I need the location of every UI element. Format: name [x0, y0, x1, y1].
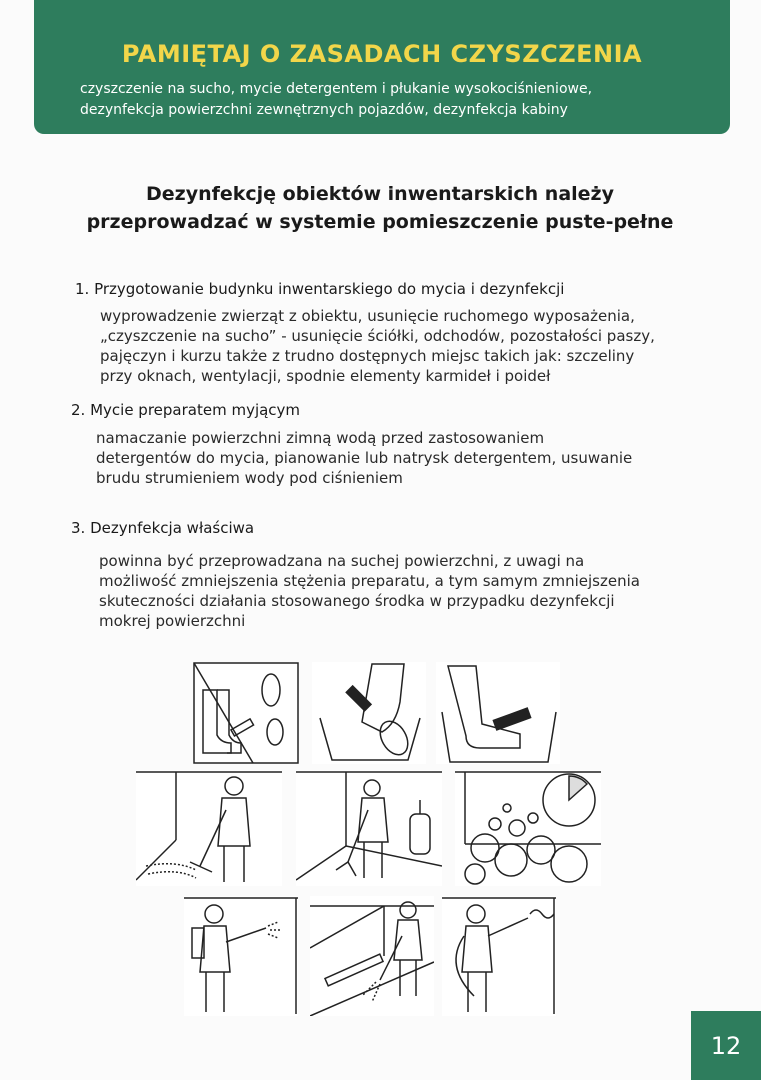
banner-subtitle — [80, 79, 700, 121]
step-2-body — [96, 428, 690, 488]
step-3-title: 3. Dezynfekcja właściwa — [71, 519, 255, 537]
section-heading — [40, 180, 720, 236]
step-2-title: 2. Mycie preparatem myjącym — [71, 401, 301, 419]
banner-title: PAMIĘTAJ O ZASADACH CZYSZCZENIA — [121, 40, 643, 68]
step-line: pajęczyn i kurzu także z trudno dostępnych miejsc takich jak: szczeliny — [100, 347, 635, 365]
step-line: wyprowadzenie zwierząt z obiektu, usunięcie ruchomego wyposażenia, — [100, 307, 635, 325]
boot-scrub-tub-icon — [312, 662, 426, 764]
pressure-washing-icon — [310, 896, 434, 1016]
boots-brush-icon — [193, 662, 299, 764]
boot-rinse-tub-icon — [436, 662, 560, 764]
step-line: powinna być przeprowadzana na suchej powierzchni, z uwagi na — [99, 552, 585, 570]
step-line: detergentów do mycia, pianowanie lub natrysk detergentem, usuwanie — [96, 449, 633, 467]
step-line: mokrej powierzchni — [99, 612, 246, 630]
heading-line: Dezynfekcję obiektów inwentarskich należy — [145, 183, 614, 205]
floor-sweeping-sprayer-icon — [296, 770, 442, 886]
floor-scraping-icon — [136, 770, 282, 886]
step-3-body — [99, 551, 697, 631]
step-line: namaczanie powierzchni zimną wodą przed zastosowaniem — [96, 429, 545, 447]
header-banner — [34, 0, 730, 134]
step-line: brudu strumieniem wody pod ciśnieniem — [96, 469, 403, 487]
step-line: przy oknach, wentylacji, spodnie elementy karmideł i poideł — [100, 367, 551, 385]
banner-subtitle-line: dezynfekcja powierzchni zewnętrznych pojazdów, dezynfekcja kabiny — [80, 102, 568, 118]
foam-timer-icon — [455, 770, 601, 886]
wall-spraying-icon — [184, 896, 298, 1016]
step-line: możliwość zmniejszenia stężenia preparatu, a tym samym zmniejszenia — [99, 572, 640, 590]
step-1-body — [100, 306, 694, 386]
heading-line: przeprowadzać w systemie pomieszczenie puste-pełne — [86, 211, 674, 233]
disinfection-spraying-icon — [442, 896, 556, 1016]
page-number: 12 — [691, 1011, 761, 1080]
step-line: „czyszczenie na sucho” - usunięcie ściółki, odchodów, pozostałości paszy, — [100, 327, 655, 345]
step-1-title: 1. Przygotowanie budynku inwentarskiego do mycia i dezynfekcji — [75, 280, 565, 298]
step-line: skuteczności działania stosowanego środka w przypadku dezynfekcji — [99, 592, 615, 610]
banner-subtitle-line: czyszczenie na sucho, mycie detergentem i płukanie wysokociśnieniowe, — [80, 81, 593, 97]
